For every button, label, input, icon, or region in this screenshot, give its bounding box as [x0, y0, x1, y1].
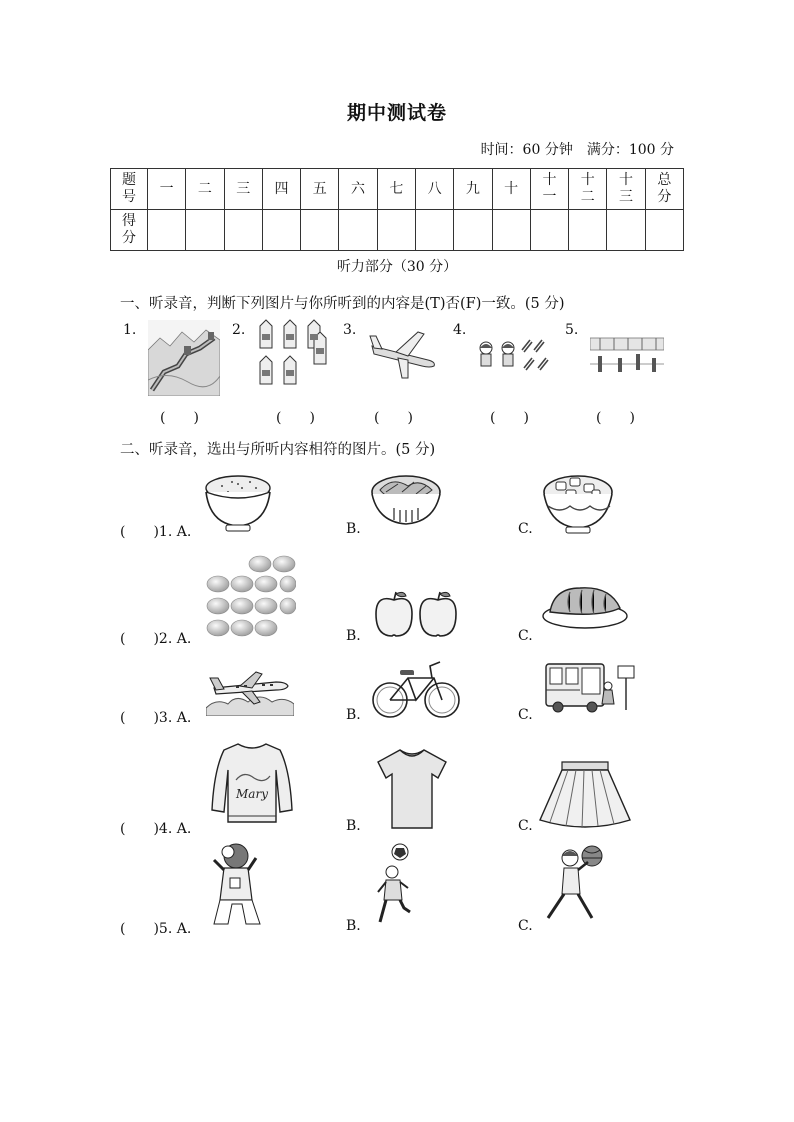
s1-num-3: 3. — [343, 322, 357, 338]
great-wall-icon — [148, 320, 220, 396]
score-cell[interactable] — [339, 210, 377, 251]
row-label: 得 分 — [111, 210, 148, 251]
bread-icon — [540, 582, 630, 632]
col-3: 三 — [224, 169, 262, 210]
score-cell[interactable] — [645, 210, 683, 251]
col-7: 七 — [377, 169, 415, 210]
col-10: 十 — [492, 169, 530, 210]
s1-num-4: 4. — [453, 322, 467, 338]
header-label: 题 号 — [111, 169, 148, 210]
sweater-icon — [210, 740, 294, 830]
s2-row4-c: C. — [518, 818, 533, 834]
score-cell[interactable] — [186, 210, 224, 251]
s1-answer-3[interactable]: ( ) — [374, 410, 413, 426]
col-13: 十 三 — [607, 169, 645, 210]
bike-icon — [370, 658, 462, 720]
plane-icon — [206, 664, 294, 716]
kids-chopsticks-icon — [478, 338, 558, 374]
score-cell[interactable] — [569, 210, 607, 251]
girl-ball-icon — [206, 840, 268, 930]
s2-row2-label[interactable]: ( )2. A. — [120, 631, 192, 647]
score-cell[interactable] — [148, 210, 186, 251]
s2-row4-label[interactable]: ( )4. A. — [120, 821, 192, 837]
skirt-icon — [538, 756, 632, 832]
col-total: 总 分 — [645, 169, 683, 210]
page-title: 期中测试卷 — [346, 102, 447, 124]
s2-row5-b: B. — [346, 918, 361, 934]
apples-icon — [372, 590, 460, 640]
s2-row5-label[interactable]: ( )5. A. — [120, 921, 192, 937]
col-2: 二 — [186, 169, 224, 210]
score-cell[interactable] — [301, 210, 339, 251]
col-11: 十 一 — [530, 169, 568, 210]
score-table — [110, 168, 684, 251]
score-cell[interactable] — [224, 210, 262, 251]
rice-bowl-icon — [202, 470, 274, 534]
s2-row1-c: C. — [518, 521, 533, 537]
listening-header: 听力部分（30 分） — [336, 259, 458, 275]
airplane-icon — [368, 326, 438, 382]
s1-answer-2[interactable]: ( ) — [276, 410, 315, 426]
score-cell[interactable] — [262, 210, 300, 251]
col-6: 六 — [339, 169, 377, 210]
col-4: 四 — [262, 169, 300, 210]
s2-row3-c: C. — [518, 707, 533, 723]
s1-answer-4[interactable]: ( ) — [490, 410, 529, 426]
s2-row3-b: B. — [346, 707, 361, 723]
tshirt-icon — [374, 746, 450, 832]
soup-bowl-icon — [540, 470, 616, 536]
score-cell[interactable] — [607, 210, 645, 251]
time-score-info: 时间：60 分钟 满分：100 分 — [480, 142, 674, 158]
s2-row3-label[interactable]: ( )3. A. — [120, 710, 192, 726]
s1-num-5: 5. — [565, 322, 579, 338]
milk-cartons-icon — [258, 318, 334, 396]
score-cell[interactable] — [530, 210, 568, 251]
s1-answer-5[interactable]: ( ) — [596, 410, 635, 426]
score-cell[interactable] — [492, 210, 530, 251]
col-8: 八 — [415, 169, 453, 210]
s2-row2-b: B. — [346, 628, 361, 644]
girl-basketball-icon — [540, 844, 606, 928]
col-12: 十 二 — [569, 169, 607, 210]
noodle-bowl-icon — [368, 470, 444, 530]
eggs-icon — [204, 552, 296, 638]
col-1: 一 — [148, 169, 186, 210]
boy-football-icon — [374, 842, 414, 930]
bus-icon — [544, 660, 636, 714]
score-cell[interactable] — [454, 210, 492, 251]
bus-stop-icon — [590, 334, 664, 380]
s2-row1-label[interactable]: ( )1. A. — [120, 524, 192, 540]
section2-heading: 二、听录音，选出与所听内容相符的图片。(5 分) — [120, 442, 436, 458]
s1-num-2: 2. — [232, 322, 246, 338]
s2-row4-b: B. — [346, 818, 361, 834]
s1-answer-1[interactable]: ( ) — [160, 410, 199, 426]
section1-heading: 一、听录音，判断下列图片与你所听到的内容是(T)否(F)一致。(5 分) — [120, 296, 565, 312]
score-cell[interactable] — [415, 210, 453, 251]
col-9: 九 — [454, 169, 492, 210]
col-5: 五 — [301, 169, 339, 210]
sweater-text: Mary — [236, 787, 268, 801]
s2-row2-c: C. — [518, 628, 533, 644]
s2-row1-b: B. — [346, 521, 361, 537]
s1-num-1: 1. — [123, 322, 137, 338]
s2-row5-c: C. — [518, 918, 533, 934]
score-cell[interactable] — [377, 210, 415, 251]
